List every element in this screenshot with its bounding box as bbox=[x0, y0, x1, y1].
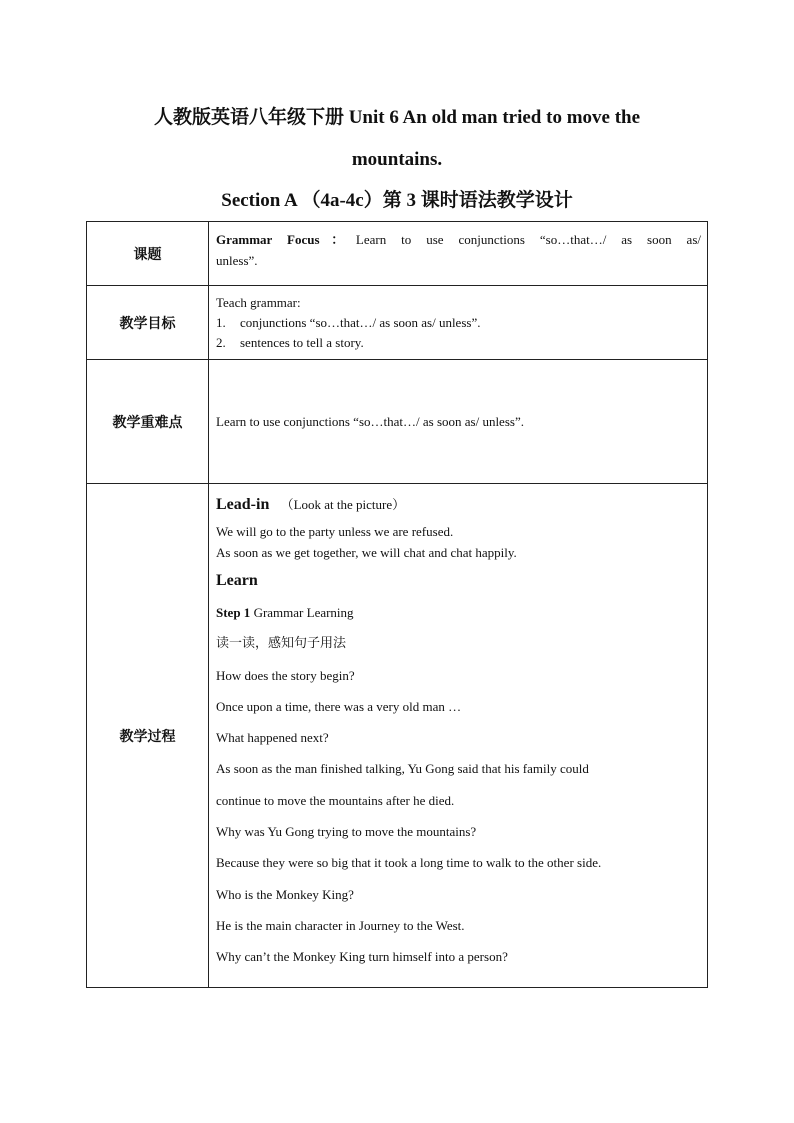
process-line: Who is the Monkey King? bbox=[216, 886, 354, 902]
step1-heading: Step 1 Grammar Learning bbox=[216, 605, 354, 620]
grammar-focus-label: Grammar Focus： bbox=[216, 232, 356, 247]
leadin-title: Lead-in bbox=[216, 496, 270, 513]
row-topic bbox=[87, 222, 708, 286]
process-line: He is the main character in Journey to the West. bbox=[216, 917, 465, 933]
leadin-line: We will go to the party unless we are refused. bbox=[216, 524, 454, 539]
label-process: 教学过程 bbox=[87, 484, 209, 988]
objective-item: 2. sentences to tell a story. bbox=[216, 335, 364, 350]
leadin-heading bbox=[216, 484, 701, 517]
row-process bbox=[87, 484, 708, 988]
topic-line-2: unless”. bbox=[216, 253, 258, 268]
label-objectives: 教学目标 bbox=[87, 286, 209, 360]
cell-objectives bbox=[209, 286, 708, 360]
process-line: How does the story begin? bbox=[216, 667, 355, 683]
row-key-points bbox=[87, 360, 708, 484]
objective-item: 1. conjunctions “so…that…/ as soon as/ unless”. bbox=[216, 315, 481, 330]
document-title-line-2: mountains. bbox=[351, 149, 443, 170]
process-line: Because they were so big that it took a long time to walk to the other side. bbox=[216, 855, 602, 871]
document-title-line-1: 人教版英语八年级下册 Unit 6 An old man tried to move the bbox=[153, 107, 641, 128]
objectives-intro: Teach grammar: bbox=[216, 295, 301, 310]
document-subtitle: Section A （4a-4c）第 3 课时语法教学设计 bbox=[221, 190, 573, 211]
topic-line-1 bbox=[216, 222, 701, 249]
lesson-plan-table bbox=[86, 221, 708, 988]
grammar-focus-text: Learn to use conjunctions “so…that…/ as soon as/ bbox=[355, 232, 701, 247]
process-line: Once upon a time, there was a very old man … bbox=[216, 698, 462, 714]
learn-title: Learn bbox=[216, 572, 258, 589]
leadin-note: （Look at the picture） bbox=[280, 497, 406, 512]
process-line: continue to move the mountains after he died. bbox=[216, 792, 455, 808]
cell-process bbox=[209, 484, 708, 988]
cell-key-points bbox=[209, 360, 708, 484]
cn-instruction: 读一读，感知句子用法 bbox=[216, 636, 347, 652]
key-points-text: Learn to use conjunctions “so…that…/ as soon as/ unless”. bbox=[216, 413, 524, 429]
process-line: What happened next? bbox=[216, 730, 329, 746]
process-line: Why can’t the Monkey King turn himself into a person? bbox=[216, 949, 508, 965]
cell-topic bbox=[209, 222, 708, 286]
label-topic: 课题 bbox=[87, 222, 209, 286]
label-key-points: 教学重难点 bbox=[87, 360, 209, 484]
process-line: Why was Yu Gong trying to move the mountains? bbox=[216, 824, 477, 840]
leadin-line: As soon as we get together, we will chat and chat happily. bbox=[216, 545, 517, 560]
row-objectives bbox=[87, 286, 708, 360]
process-line: As soon as the man finished talking, Yu Gong said that his family could bbox=[216, 761, 589, 777]
